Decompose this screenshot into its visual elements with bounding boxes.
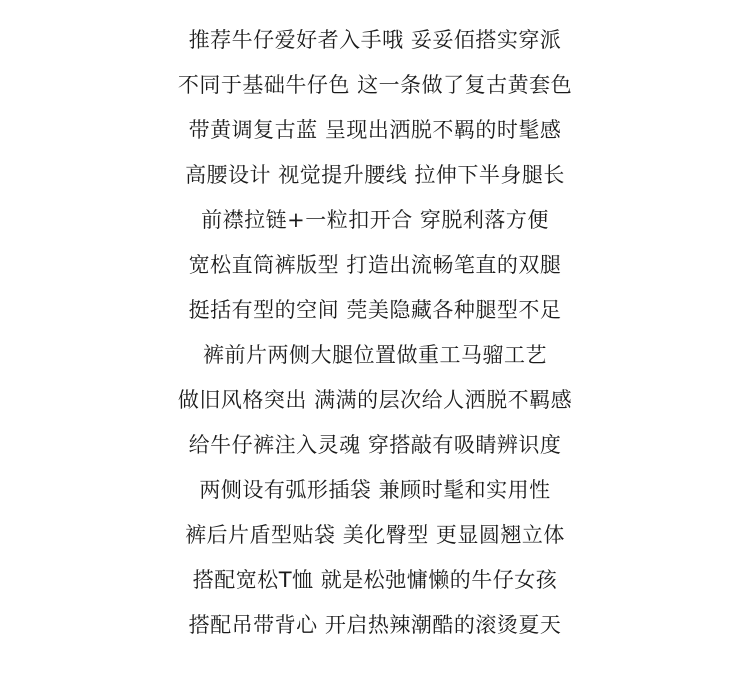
text-line-1: 推荐牛仔爱好者入手哦 妥妥佰搭实穿派 <box>188 28 562 52</box>
text-line-2: 不同于基础牛仔色 这一条做了复古黄套色 <box>177 73 573 97</box>
text-line-13: 搭配宽松T恤 就是松弛慵懒的牛仔女孩 <box>192 568 558 592</box>
text-line-12: 裤后片盾型贴袋 美化臀型 更显圆翘立体 <box>185 523 565 547</box>
text-line-8: 裤前片两侧大腿位置做重工马骝工艺 <box>203 343 547 367</box>
text-line-10: 给牛仔裤注入灵魂 穿搭敲有吸睛辨识度 <box>188 433 562 457</box>
text-line-3: 带黄调复古蓝 呈现出洒脱不羁的时髦感 <box>188 118 562 142</box>
text-line-7: 挺括有型的空间 莞美隐藏各种腿型不足 <box>188 298 562 322</box>
text-line-14: 搭配吊带背心 开启热辣潮酷的滚烫夏天 <box>188 613 562 637</box>
text-line-5: 前襟拉链+一粒扣开合 穿脱利落方便 <box>201 208 549 232</box>
text-line-6: 宽松直筒裤版型 打造出流畅笔直的双腿 <box>188 253 562 277</box>
text-line-4: 高腰设计 视觉提升腰线 拉伸下半身腿长 <box>185 163 565 187</box>
text-line-9: 做旧风格突出 满满的层次给人洒脱不羁感 <box>177 388 573 412</box>
text-line-11: 两侧设有弧形插袋 兼顾时髦和实用性 <box>199 478 551 502</box>
